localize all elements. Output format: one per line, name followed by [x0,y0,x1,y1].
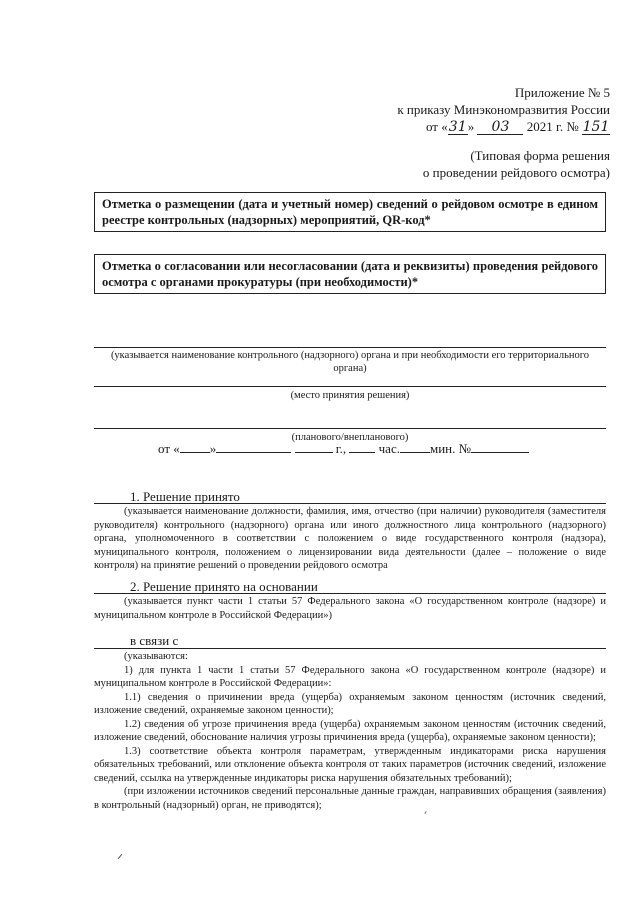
day-blank [180,441,210,453]
list-item: 1.1) сведения о причинении вреда (ущерба) охраняемым законом ценностям (источник сведений, изложение сведений, охраняемые законом ценности); [94,691,606,716]
order-day: 31 [448,119,467,135]
registry-mark-box: Отметка о размещении (дата и учетный номер) сведений о рейдовом осмотре в едином реестре контрольных (надзорных) мероприятий, QR-код* [94,192,606,232]
order-number: 151 [582,119,610,135]
year-blank [295,441,333,453]
place-caption: (место принятия решения) [290,390,410,401]
section-2-line [94,593,606,594]
number-blank [471,441,529,453]
list-item: (указываются: [124,651,188,662]
template-note: (Типовая форма решения о проведении рейдового осмотра) [422,148,610,180]
section-3-line [94,648,606,649]
order-month: 03 [477,120,523,135]
organ-name-line [94,347,606,348]
order-date-line: от «31» 03 2021 г. № 151 [425,119,610,135]
decision-date-line: от « » г., час. мин. № [158,441,529,457]
list-item: 1) для пункта 1 части 1 статьи 57 Федерального закона «О государственном контроле (надзоре) и муниципальном контроле в Российской Федерации»: [94,664,606,689]
section-2-text: (указывается пункт части 1 статьи 57 Федерального закона «О государственном контроле (надзоре) и муниципальном контроле в Российской Федерации») [94,596,606,621]
section-3-title: в связи с [130,633,179,648]
place-line [94,386,606,387]
appendix-header [360,84,610,135]
scan-mark [118,854,123,859]
list-item: 1.2) сведения об угрозе причинения вреда (ущерба) охраняемым законом ценностям (источник сведений, изложение сведений, обоснование наличия угрозы причинения вреда (ущерба), охраняемые законом ценности); [94,718,606,743]
month-blank [216,441,291,453]
list-item: (при изложении источников сведений персональные данные граждан, направивших обращения (заявления) в контрольный (надзорный) орган, не приводятся); [94,786,606,811]
type-line [94,428,606,429]
section-1-title: 1. Решение принято [130,489,240,504]
section-1-line [94,503,606,504]
type-caption: (планового/внепланового) [291,432,409,443]
section-3-text [94,650,606,812]
scan-mark [424,811,426,814]
section-2-title: 2. Решение принято на основании [130,579,318,594]
order-reference: к приказу Минэкономразвития России [397,102,610,117]
prosecutor-mark-box: Отметка о согласовании или несогласовании (дата и реквизиты) проведения рейдового осмотра с органами прокуратуры (при необходимости)* [94,254,606,294]
section-1-text: (указывается наименование должности, фамилия, имя, отчество (при наличии) руководителя (заместителя руководителя) контрольного (надзорного) органа или иного должностного лица контрольного (надзорного) органа, уполномоченного в соответствии с положением о виде государственного контроля (надзора), муниципального контроля, положением о лицензировании вида деятельности (далее – положение о виде контроля) на принятие решений о проведении рейдового осмотра [94,506,606,571]
organ-caption: (указывается наименование контрольного (надзорного) органа и при необходимости его территориального органа) [110,350,590,374]
appendix-number: Приложение № 5 [514,85,610,100]
minute-blank [400,441,430,453]
list-item: 1.3) соответствие объекта контроля параметрам, утвержденным индикаторами риска нарушения обязательных требований, или отклонение объекта контроля от таких параметров (источник сведений, изложение сведений, ссылка на утвержденные индикаторы риска нарушения обязательных требований); [94,745,606,784]
hour-blank [349,441,375,453]
